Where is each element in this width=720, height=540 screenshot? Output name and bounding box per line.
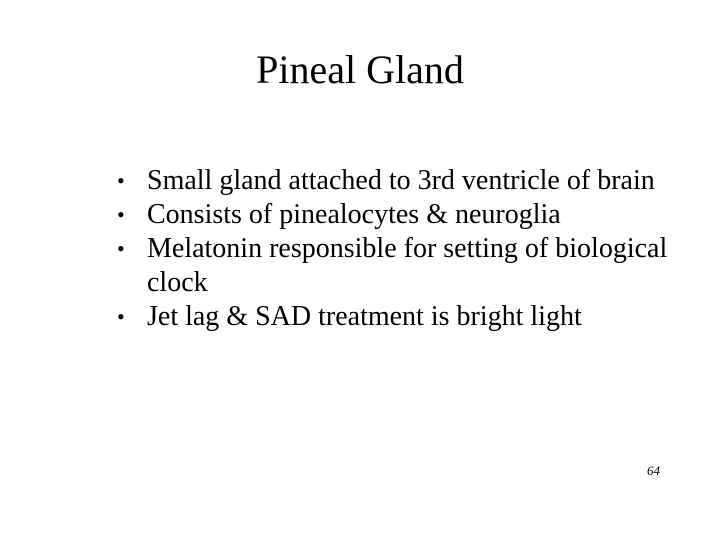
bullet-item: [117, 164, 677, 198]
bullet-item: [117, 232, 677, 300]
bullet-icon: •: [117, 304, 125, 329]
slide-title: Pineal Gland: [256, 47, 464, 92]
bullet-icon: •: [117, 202, 125, 227]
bullet-text: Jet lag & SAD treatment is bright light: [147, 301, 582, 332]
bullet-text: Small gland attached to 3rd ventricle of brain: [147, 165, 655, 196]
bullet-item: [117, 198, 677, 232]
bullet-text: Consists of pinealocytes & neuroglia: [147, 199, 561, 230]
page-number: 64: [647, 463, 660, 478]
bullet-list: [117, 164, 677, 334]
bullet-icon: •: [117, 236, 125, 261]
bullet-icon: •: [117, 168, 125, 193]
bullet-text: Melatonin responsible for setting of biological clock: [147, 233, 668, 298]
bullet-item: [117, 300, 677, 334]
